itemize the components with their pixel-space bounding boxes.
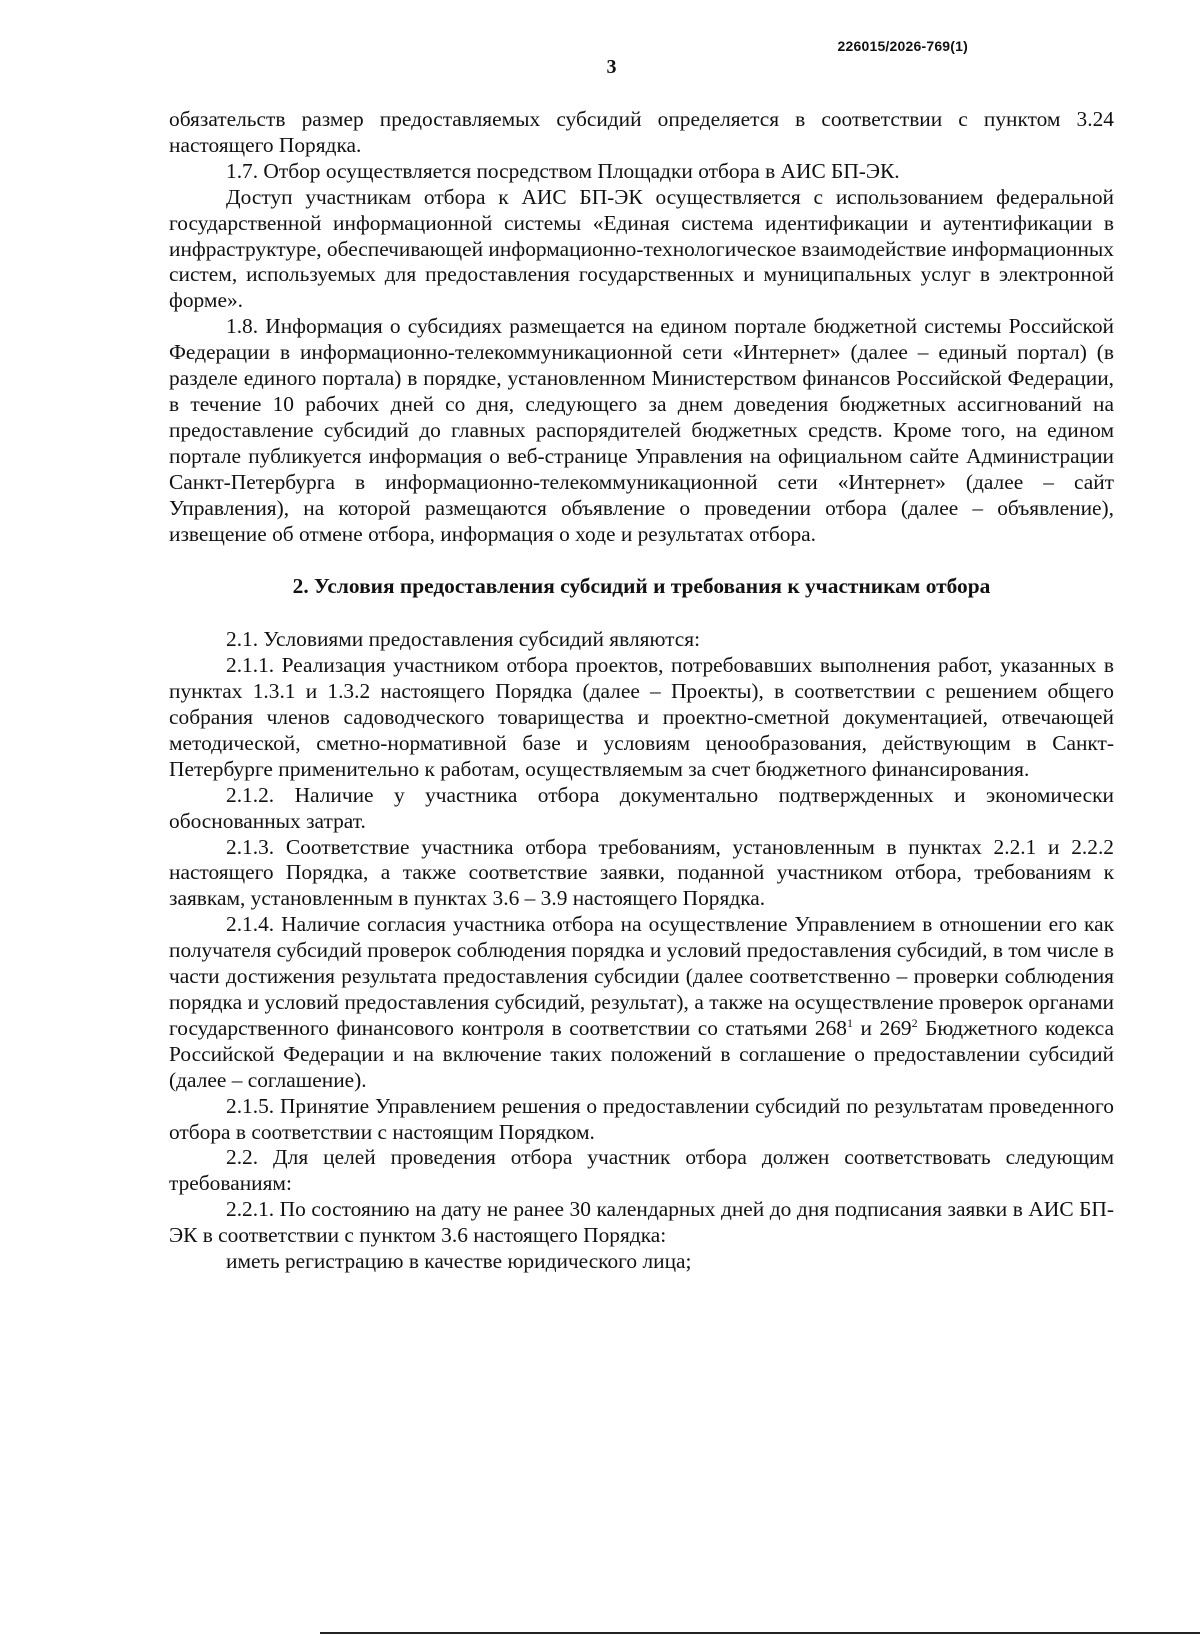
paragraph-2-1-4-part-b: Бюджетного кодекса Российской Федерации и на включение таких положений в соглашение о предоставлении субсидий (далее – соглашение). bbox=[169, 1015, 1114, 1092]
paragraph-registration: иметь регистрацию в качестве юридического лица; bbox=[226, 1249, 692, 1274]
paragraph-continuation: обязательств размер предоставляемых субсидий определяется в соответствии с пунктом 3.24 настоящего Порядка. bbox=[169, 107, 1114, 157]
paragraph-2-1-1: 2.1.1. Реализация участником отбора проектов, потребовавших выполнения работ, указанных в пунктах 1.3.1 и 1.3.2 настоящего Порядка (далее – Проекты), в соответствии с решением общего собрания членов садоводческого товарищества и проектно-сметной документацией, отвечающей методической, сметно-нормативной базе и условиям ценообразования, действующим в Санкт-Петербурге применительно к работам, осуществляемым за счет бюджетного финансирования. bbox=[169, 653, 1114, 781]
paragraph-1-7: 1.7. Отбор осуществляется посредством Площадки отбора в АИС БП-ЭК. bbox=[226, 158, 900, 183]
paragraph-2-1-4-mid: и 269 bbox=[853, 1015, 912, 1040]
paragraph-2-1-2: 2.1.2. Наличие у участника отбора документально подтвержденных и экономически обоснованных затрат. bbox=[169, 782, 1114, 833]
paragraph-2-1-4 bbox=[169, 912, 1114, 1093]
paragraph-2-1-3: 2.1.3. Соответствие участника отбора требованиям, установленным в пунктах 2.2.1 и 2.2.2 настоящего Порядка, а также соответствие заявки, поданной участником отбора, требованиям к заявкам, установленным в пунктах 3.6 – 3.9 настоящего Порядка. bbox=[169, 834, 1114, 911]
document-body bbox=[169, 107, 1114, 1275]
superscript-2: 2 bbox=[911, 1015, 918, 1030]
paragraph-2-2: 2.2. Для целей проведения отбора участник отбора должен соответствовать следующим требованиям: bbox=[169, 1145, 1114, 1196]
paragraph-2-1: 2.1. Условиями предоставления субсидий являются: bbox=[226, 627, 701, 652]
section-title: 2. Условия предоставления субсидий и требования к участникам отбора bbox=[292, 574, 991, 599]
document-number: 226015/2026-769(1) bbox=[837, 38, 968, 54]
paragraph-1-8: 1.8. Информация о субсидиях размещается на едином портале бюджетной системы Российской Федерации в информационно-телекоммуникационной сети «Интернет» (далее – единый портал) (в разделе единого портала) в порядке, установленном Министерством финансов Российской Федерации, в течение 10 рабочих дней со дня, следующего за днем доведения бюджетных ассигнований на предоставление субсидий до главных распорядителей бюджетных средств. Кроме того, на едином портале публикуется информация о веб-странице Управления на официальном сайте Администрации Санкт-Петербурга в информационно-телекоммуникационной сети «Интернет» (далее – сайт Управления), на которой размещаются объявление о проведении отбора (далее – объявление), извещение об отмене отбора, информация о ходе и результатах отбора. bbox=[169, 314, 1114, 546]
superscript-1: 1 bbox=[847, 1015, 853, 1030]
paragraph-2-1-4-part-a: 2.1.4. Наличие согласия участника отбора на осуществление Управлением в отношении его как получателя субсидий проверок соблюдения порядка и условий предоставления субсидий, в том числе в части достижения результата предоставления субсидии (далее соответственно – проверки соблюдения порядка и условий предоставления субсидий, результат), а также на осуществление проверок органами государственного финансового контроля в соответствии со статьями 268 bbox=[169, 912, 1114, 1040]
page-number: 3 bbox=[606, 56, 617, 78]
paragraph-access: Доступ участникам отбора к АИС БП-ЭК осуществляется с использованием федеральной государственной информационной системы «Единая система идентификации и аутентификации в инфраструктуре, обеспечивающей информационно-технологическое взаимодействие информационных систем, используемых для предоставления государственных и муниципальных услуг в электронной форме». bbox=[169, 184, 1114, 313]
paragraph-2-1-5: 2.1.5. Принятие Управлением решения о предоставлении субсидий по результатам проведенного отбора в соответствии с настоящим Порядком. bbox=[169, 1093, 1114, 1144]
bottom-edge-line bbox=[320, 1632, 1200, 1634]
paragraph-2-2-1: 2.2.1. По состоянию на дату не ранее 30 календарных дней до дня подписания заявки в АИС БП-ЭК в соответствии с пунктом 3.6 настоящего Порядка: bbox=[169, 1197, 1114, 1248]
